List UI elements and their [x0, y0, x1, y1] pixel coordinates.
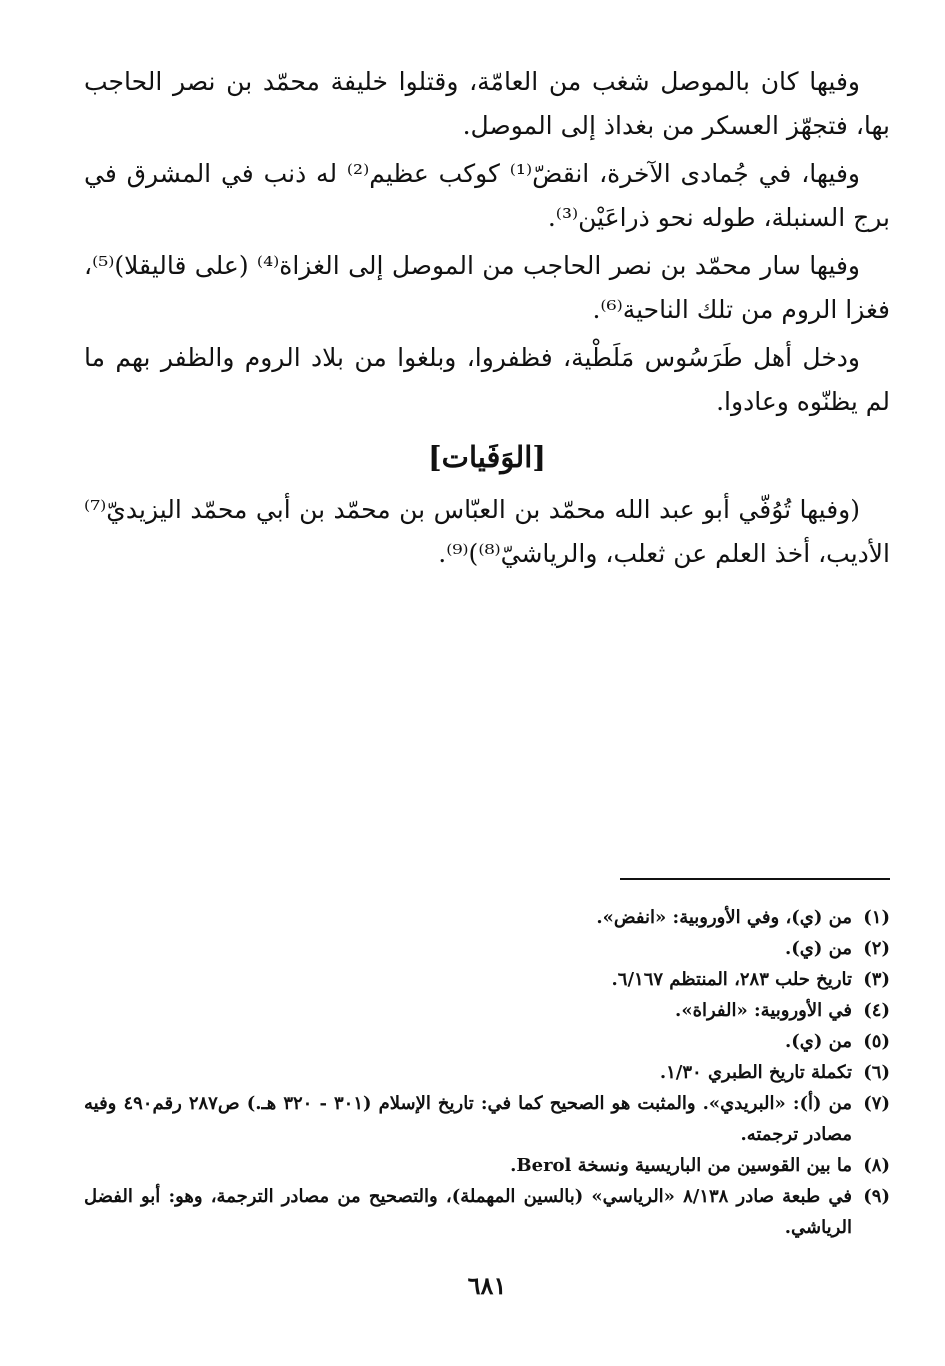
- footnote-text: من (ي)، وفي الأوروبية: «انفض».: [596, 907, 852, 928]
- footnote-number: (٨): [863, 1155, 890, 1176]
- footnote-item: [84, 1181, 890, 1243]
- footnote-number: (٩): [863, 1186, 890, 1207]
- footnote-text: من (ي).: [785, 1031, 852, 1052]
- footnote-item: [84, 1026, 890, 1057]
- paragraph-obituary: [84, 488, 890, 576]
- footnotes-list: [84, 902, 890, 1243]
- footnote-item: [84, 1088, 890, 1150]
- paragraph-text: ودخل أهل طَرَسُوس مَلَطْية، فظفروا، وبلغوا من بلاد الروم والظفر بهم ما لم يظنّوه وعادوا.: [84, 343, 890, 416]
- main-text: [84, 60, 890, 580]
- footnote-item: [84, 933, 890, 964]
- footnote-number: (٣): [863, 969, 890, 990]
- paragraph-campaign: [84, 244, 890, 332]
- footnote-item: [84, 1057, 890, 1088]
- book-page: [84, 60, 890, 1320]
- footnote-item: [84, 902, 890, 933]
- footnote-number: (٤): [863, 1000, 890, 1021]
- footnote-number: (٥): [863, 1031, 890, 1052]
- paragraph-comet: [84, 152, 890, 240]
- footnote-text: في الأوروبية: «الفراة».: [675, 1000, 852, 1021]
- page-number: ٦٨١: [467, 1271, 507, 1300]
- footnote-separator: [620, 878, 890, 880]
- footnote-text: تاريخ حلب ٢٨٣، المنتظم ٦/١٦٧.: [611, 969, 852, 990]
- footnote-item: [84, 995, 890, 1026]
- paragraph-tarsus: [84, 336, 890, 424]
- paragraph-text: (وفيها تُوُفّي أبو عبد الله محمّد بن العبّاس بن محمّد بن أبي محمّد اليزيديّ⁽⁷⁾ الأديب، أخذ العلم عن ثعلب، والرياشيّ⁽⁸⁾)⁽⁹⁾.: [84, 495, 890, 568]
- footnote-item: [84, 964, 890, 995]
- footnote-text: تكملة تاريخ الطبري ١/٣٠.: [659, 1062, 852, 1083]
- footnote-text: في طبعة صادر ٨/١٣٨ «الرياسي» (بالسين المهملة)، والتصحيح من مصادر الترجمة، وهو: أبو الفضل الرياشي.: [84, 1186, 852, 1238]
- footnote-number: (٧): [863, 1093, 890, 1114]
- footnote-number: (١): [863, 907, 890, 928]
- footnote-number: (٦): [863, 1062, 890, 1083]
- footnote-text: ما بين القوسين من الباريسية ونسخة Berol.: [510, 1155, 852, 1176]
- paragraph-text: وفيها، في جُمادى الآخرة، انقضّ⁽¹⁾ كوكب عظيم⁽²⁾ له ذنب في المشرق في برج السنبلة، طوله نحو ذراعَيْن⁽³⁾.: [84, 159, 890, 232]
- paragraph-text: وفيها كان بالموصل شغب من العامّة، وقتلوا خليفة محمّد بن نصر الحاجب بها، فتجهّز العسكر من بغداذ إلى الموصل.: [84, 67, 890, 140]
- footnote-text: من (ي).: [785, 938, 852, 959]
- paragraph-mosul-riot: [84, 60, 890, 148]
- paragraph-text: وفيها سار محمّد بن نصر الحاجب من الموصل إلى الغزاة⁽⁴⁾ (على قاليقلا)⁽⁵⁾، فغزا الروم من تلك الناحية⁽⁶⁾.: [84, 251, 890, 324]
- footnote-number: (٢): [863, 938, 890, 959]
- footnote-text: من (أ): «البريدي». والمثبت هو الصحيح كما في: تاريخ الإسلام (٣٠١ - ٣٢٠ هـ.) ص٢٨٧ رقم٤٩٠ وفيه مصادر ترجمته.: [84, 1093, 852, 1145]
- section-title: [الوَفَيات]: [427, 440, 547, 474]
- footnote-item: [84, 1150, 890, 1181]
